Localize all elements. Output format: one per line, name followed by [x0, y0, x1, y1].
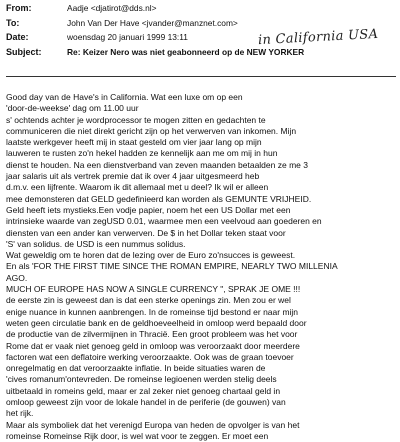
body-line: enige nuance in kunnen aanbrengen. In de romeinse tijd bestond er naar mijn: [6, 306, 299, 317]
body-line: Maar als symboliek dat het verenigd Europa van heden de opvolger is van het: [6, 419, 300, 430]
body-line: het rijk.: [6, 408, 34, 419]
body-line: de eerste zin is geweest dan is dat een sterke openings zin. Men zou er wel: [6, 295, 291, 306]
from-row: [6, 3, 396, 18]
body-line: weten geen circulatie bank en de geldhoeveelheid in omloop werd bepaald door: [6, 317, 307, 328]
header-divider: [6, 76, 396, 77]
body-line: s' ochtends achter je wordprocessor te mogen zitten en gedachten te: [6, 114, 266, 125]
to-label: To:: [6, 17, 20, 28]
subject-row: [6, 47, 396, 62]
from-value: Aadje <djatirot@dds.nl>: [67, 3, 157, 13]
body-line: mee demonsteren dat GELD gedefinieerd kan worden als GEMUNTE VRIJHEID.: [6, 193, 312, 204]
date-label: Date:: [6, 32, 29, 42]
body-line: uitbetaald in romeins geld, maar er zal zeker niet genoeg chartaal geld in: [6, 385, 281, 396]
subject-value: Re: Keizer Nero was niet geabonneerd op de NEW YORKER: [67, 46, 305, 57]
body-line: dienst te houden. Na een dienstverband van zeven maanden betaalden ze me 3: [6, 159, 308, 170]
body-line: Rome dat er vaak niet genoeg geld in omloop was veroorzaakt door meerdere: [6, 340, 300, 351]
body-line: AGO.: [6, 272, 28, 283]
to-value: John Van Der Have <jvander@manznet.com>: [67, 17, 238, 28]
body-line: Wat geweldig om te horen dat de lezing over de Euro zo'nsucces is geweest.: [6, 250, 296, 261]
message-body: [6, 92, 400, 441]
body-line: 'door-de-weekse' dag om 11.00 uur: [6, 103, 139, 114]
body-line: de productie van de zilvermijnen in Thracië. Een groot probleem was het voor: [6, 329, 298, 340]
body-line: lauweren te rusten zo'n hekel hadden ze kennelijk aan me om mij in hun: [6, 148, 278, 159]
body-line: Geld heeft iets mystieks.Een vodje papier, noem het een US Dollar met een: [6, 204, 291, 215]
handwritten-note: in California USA: [257, 26, 379, 49]
body-line: onregelmatig en dat veroorzaakte inflatie. In beide situaties waren de: [6, 363, 266, 374]
body-line: diensten van een ander kan verwerven. De $ in het Dollar teken staat voor: [6, 227, 286, 238]
body-line: communiceren die niet direkt gericht zijn op het verwerven van inkomen. Mijn: [6, 125, 297, 136]
body-line: omloop geweest zijn voor de lokale handel in de periferie (de gouwen) van: [6, 397, 286, 408]
body-line: romeinse Romeinse Rijk door, is wel wat voor te zeggen. Er moet een: [6, 430, 269, 441]
body-line: 'cives romanum'ontevreden. De romeinse legioenen werden stelig deels: [6, 374, 277, 385]
subject-label: Subject:: [6, 46, 42, 57]
body-line: factoren wat een deflatoire werking veroorzaakte. Ook was de graan toevoer: [6, 351, 294, 362]
from-label: From:: [6, 3, 32, 13]
body-line: MUCH OF EUROPE HAS NOW A SINGLE CURRENCY ", SPRAK JE OME !!!: [6, 284, 301, 295]
body-line: d.m.v. een lijfrente. Waarom ik dit allemaal met u deel? Ik wil er alleen: [6, 182, 269, 193]
body-line: intrinsieke waarde van zegUSD 0.01, waarmee men een veelvoud aan goederen en: [6, 216, 322, 227]
body-line: laatste werkgever heeft mij in staat gesteld om vier jaar lang op mijn: [6, 137, 262, 148]
date-value: woensdag 20 januari 1999 13:11: [67, 32, 188, 42]
body-line: En als 'FOR THE FIRST TIME SINCE THE ROMAN EMPIRE, NEARLY TWO MILLENIA: [6, 261, 338, 272]
body-line: jaar salaris uit als vertrek premie dat ik over 4 jaar uitgesmeerd heb: [6, 171, 260, 182]
body-line: 'S' van solidus. de USD is een nummus solidus.: [6, 238, 186, 249]
body-line: Good day van de Have's in California. Wat een luxe om op een: [6, 92, 243, 102]
